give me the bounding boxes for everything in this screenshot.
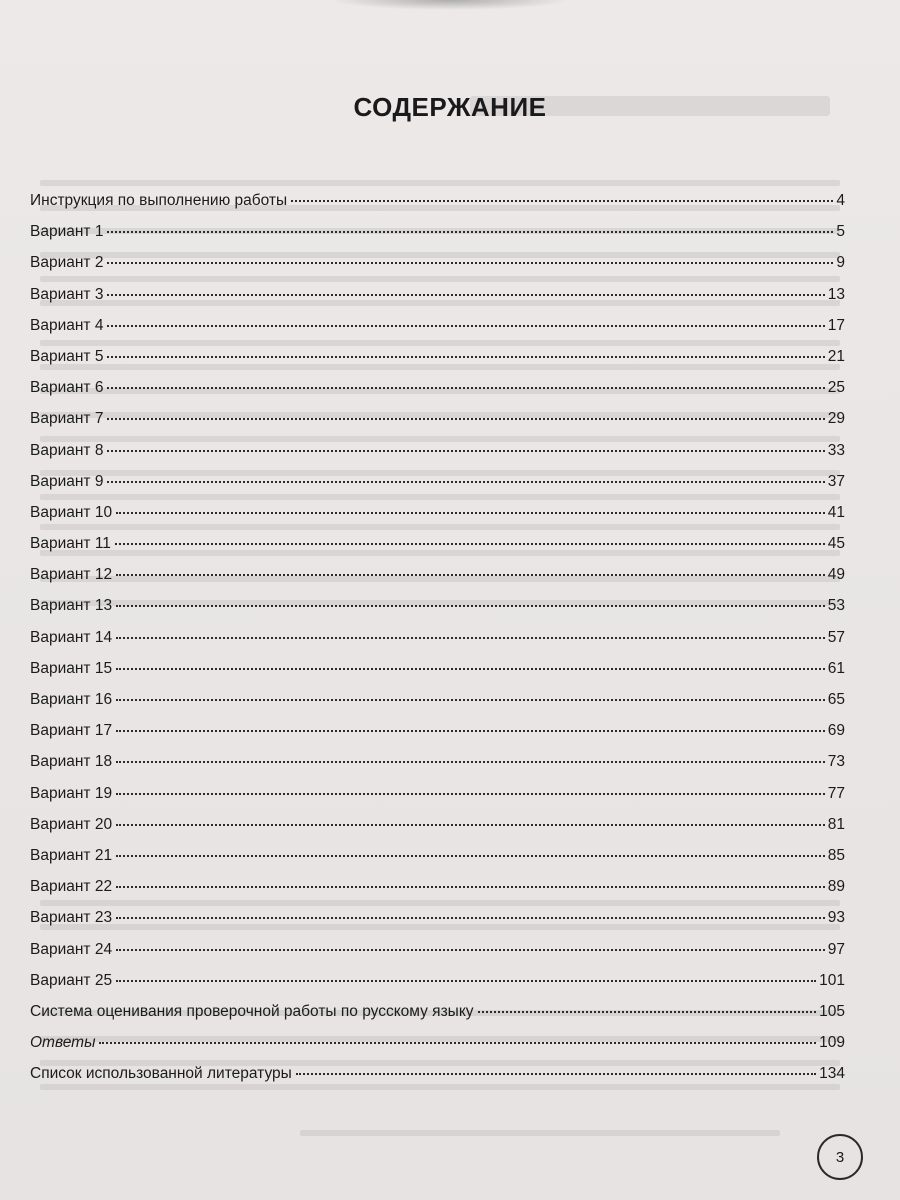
toc-dot-leader (116, 668, 825, 670)
page-number-badge: 3 (817, 1134, 863, 1180)
toc-entry (30, 785, 845, 816)
toc-entry (30, 691, 845, 722)
toc-entry-page: 101 (819, 971, 845, 989)
toc-entry (30, 442, 845, 473)
toc-dot-leader (296, 1073, 816, 1075)
toc-entry (30, 1003, 845, 1034)
toc-entry-page: 77 (827, 784, 845, 802)
toc-entry-page: 97 (827, 940, 845, 958)
toc-entry-label: Вариант 24 (30, 940, 113, 958)
toc-dot-leader (107, 231, 833, 233)
toc-entry-label: Вариант 7 (30, 410, 104, 428)
toc-entry-page: 5 (836, 223, 845, 241)
toc-entry-page: 21 (827, 347, 845, 365)
toc-dot-leader (107, 387, 824, 389)
toc-entry-page: 65 (827, 691, 845, 708)
toc-entry-label: Вариант 25 (30, 971, 113, 989)
toc-entry (30, 566, 845, 597)
toc-entry-page: 89 (827, 878, 845, 896)
toc-entry (30, 379, 845, 410)
toc-dot-leader (291, 200, 833, 202)
toc-entry (30, 473, 845, 504)
toc-entry (30, 286, 845, 317)
toc-dot-leader (107, 325, 824, 327)
toc-entry-label: Вариант 11 (30, 535, 111, 553)
toc-dot-leader (116, 886, 825, 888)
toc-entry-page: 105 (819, 1002, 845, 1020)
toc-dot-leader (116, 824, 825, 826)
toc-entry-label: Вариант 4 (30, 316, 104, 334)
toc-entry-page: 37 (827, 472, 845, 490)
toc-dot-leader (116, 949, 825, 951)
toc-dot-leader (116, 512, 825, 514)
toc-dot-leader (107, 418, 824, 420)
toc-entry-label: Вариант 22 (30, 878, 113, 896)
toc-entry-label: Вариант 21 (30, 846, 113, 864)
toc-entry-label: Вариант 10 (30, 503, 113, 521)
toc-entry (30, 909, 845, 940)
toc-entry-page: 73 (827, 753, 845, 771)
toc-dot-leader (116, 574, 825, 576)
toc-dot-leader (116, 699, 825, 701)
toc-entry-page: 29 (827, 410, 845, 428)
toc-entry-page: 41 (827, 503, 845, 521)
toc-entry-label: Инструкция по выполнению работы (30, 192, 288, 209)
toc-entry-page: 49 (827, 566, 845, 584)
toc-entry-page: 17 (827, 316, 845, 334)
toc-entry (30, 348, 845, 379)
toc-entry-page: 33 (827, 441, 845, 459)
toc-entry-page: 4 (836, 192, 845, 209)
toc-entry-label: Вариант 6 (30, 379, 104, 397)
toc-entry-label: Вариант 18 (30, 753, 113, 771)
toc-entry-label: Вариант 8 (30, 441, 104, 459)
toc-entry (30, 410, 845, 441)
toc-entry (30, 1065, 845, 1096)
toc-entry (30, 941, 845, 972)
toc-entry (30, 535, 845, 566)
toc-dot-leader (107, 450, 824, 452)
toc-entry-label: Вариант 20 (30, 815, 113, 833)
toc-dot-leader (116, 855, 825, 857)
toc-entry-label: Вариант 17 (30, 722, 113, 740)
toc-entry-page: 109 (819, 1034, 845, 1052)
toc-entry-page: 81 (827, 815, 845, 833)
toc-entry-page: 13 (827, 285, 845, 303)
toc-entry (30, 878, 845, 909)
toc-entry-label: Вариант 2 (30, 254, 104, 272)
toc-entry-label: Ответы (30, 1034, 96, 1052)
page-title: СОДЕРЖАНИЕ (353, 92, 547, 122)
toc-entry-label: Вариант 3 (30, 285, 104, 303)
toc-entry-page: 69 (827, 722, 845, 740)
toc-dot-leader (116, 793, 825, 795)
toc-entry-label: Вариант 1 (30, 223, 104, 241)
toc-entry-label: Список использованной литературы (30, 1065, 292, 1083)
toc-entry (30, 223, 845, 254)
toc-entry (30, 629, 845, 660)
toc-entry (30, 504, 845, 535)
toc-entry-page: 57 (827, 628, 845, 646)
toc-entry-page: 53 (827, 597, 845, 615)
toc-entry-page: 45 (827, 535, 845, 553)
toc-entry-label: Вариант 14 (30, 628, 113, 646)
toc-entry (30, 753, 845, 784)
toc-dot-leader (116, 917, 825, 919)
toc-entry (30, 847, 845, 878)
toc-entry-label: Вариант 16 (30, 691, 113, 708)
toc-entry-label: Вариант 19 (30, 784, 113, 802)
toc-entry-label: Вариант 12 (30, 566, 113, 584)
toc-entry-page: 9 (836, 254, 845, 272)
toc-dot-leader (116, 761, 825, 763)
toc-dot-leader (107, 294, 824, 296)
toc-entry (30, 597, 845, 628)
toc-entry-page: 85 (827, 846, 845, 864)
toc-entry (30, 722, 845, 753)
toc-dot-leader (116, 637, 825, 639)
toc-entry-label: Вариант 9 (30, 472, 104, 490)
toc-entry-page: 25 (827, 379, 845, 397)
toc-entry-label: Вариант 13 (30, 597, 113, 615)
toc-entry-label: Вариант 15 (30, 659, 113, 677)
toc-entry (30, 1034, 845, 1065)
toc-dot-leader (107, 481, 824, 483)
toc-entry-label: Система оценивания проверочной работы по русскому языку (30, 1002, 474, 1020)
toc-entry-label: Вариант 5 (30, 347, 104, 365)
toc-entry-page: 134 (819, 1065, 845, 1083)
toc-entry-page: 93 (827, 909, 845, 927)
toc-entry-label: Вариант 23 (30, 909, 113, 927)
toc-entry (30, 317, 845, 348)
toc-entry-page: 61 (827, 659, 845, 677)
toc-dot-leader (107, 262, 833, 264)
toc-dot-leader (116, 980, 816, 982)
toc-dot-leader (99, 1042, 816, 1044)
toc-entry (30, 192, 845, 223)
table-of-contents (30, 192, 845, 1096)
toc-entry (30, 254, 845, 285)
toc-dot-leader (116, 730, 825, 732)
toc-entry (30, 816, 845, 847)
toc-dot-leader (116, 605, 825, 607)
toc-entry (30, 972, 845, 1003)
toc-entry (30, 660, 845, 691)
page-fold-shadow (330, 0, 570, 10)
toc-dot-leader (107, 356, 824, 358)
toc-dot-leader (478, 1011, 817, 1013)
toc-dot-leader (115, 543, 825, 545)
